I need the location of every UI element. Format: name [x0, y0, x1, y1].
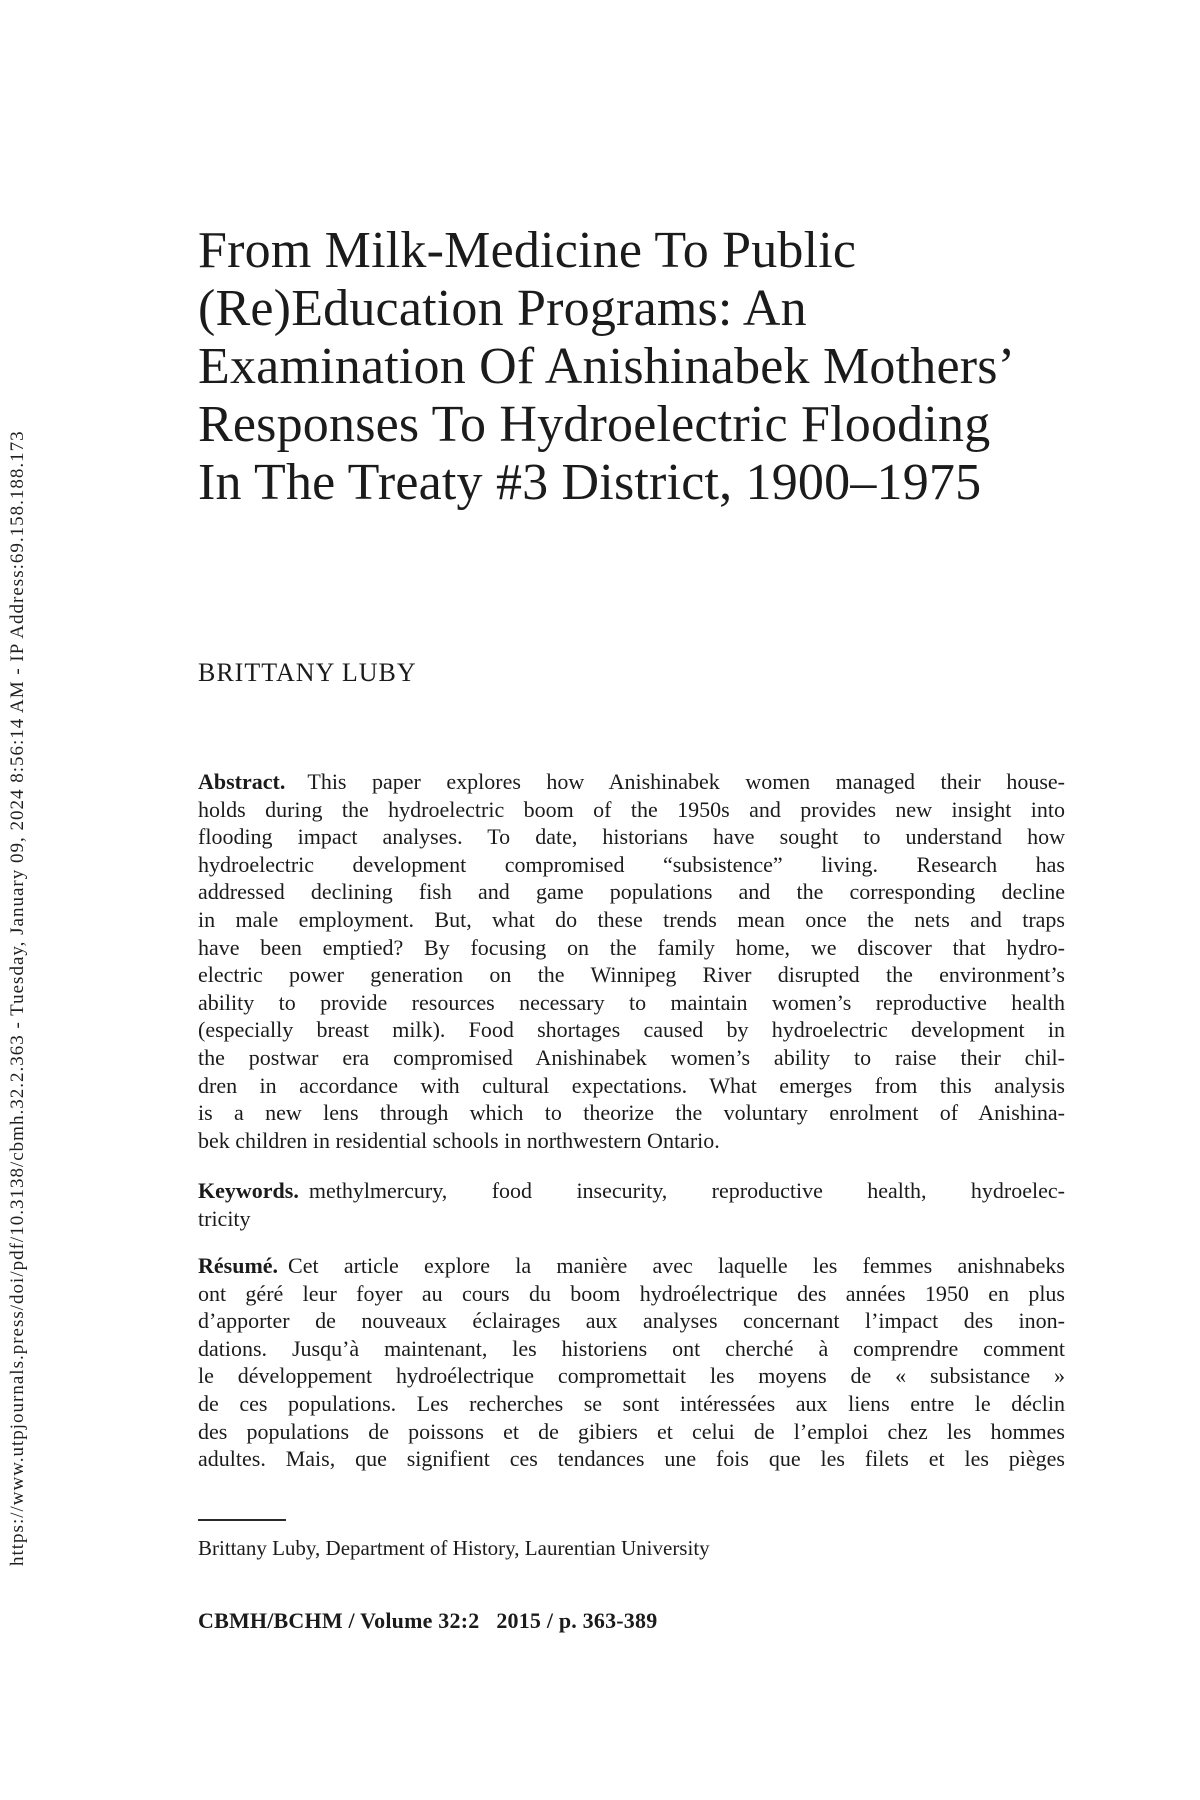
abstract-line: have been emptied? By focusing on the family home, we discover that hydro-	[198, 934, 1065, 960]
resume-line: adultes. Mais, que signifient ces tendances une fois que les filets et les pièges	[198, 1446, 1065, 1472]
abstract-line: dren in accordance with cultural expectations. What emerges from this analysis	[198, 1072, 1065, 1098]
resume-paragraph	[198, 1252, 1065, 1473]
article-title	[198, 222, 1065, 512]
journal-volume-page-line: CBMH/BCHM / Volume 32:2 2015 / p. 363-389	[198, 1608, 658, 1633]
article-title-line: Examination Of Anishinabek Mothers’	[198, 338, 1016, 395]
resume-line: de ces populations. Les recherches se sont intéressées aux liens entre le déclin	[198, 1390, 1065, 1416]
article-title-line: Responses To Hydroelectric Flooding	[198, 396, 991, 453]
article-title-line: (Re)Education Programs: An	[198, 280, 807, 337]
abstract-line: is a new lens through which to theorize the voluntary enrolment of Anishina-	[198, 1100, 1065, 1126]
keywords-line: tricity	[198, 1205, 251, 1231]
abstract-line: the postwar era compromised Anishinabek women’s ability to raise their chil-	[198, 1044, 1065, 1070]
author-affiliation-footnote: Brittany Luby, Department of History, Laurentian University	[198, 1536, 710, 1560]
abstract-line: in male employment. But, what do these trends mean once the nets and traps	[198, 906, 1065, 932]
keywords-label: Keywords.	[198, 1178, 299, 1203]
keywords-line: Keywords. methylmercury, food insecurity, reproductive health, hydroelec-	[198, 1178, 1065, 1203]
article-title-line: From Milk-Medicine To Public	[198, 222, 857, 279]
abstract-line: addressed declining fish and game populations and the corresponding decline	[198, 879, 1065, 905]
resume-line: Résumé. Cet article explore la manière avec laquelle les femmes anishnabeks	[198, 1253, 1065, 1278]
resume-line: ont géré leur foyer au cours du boom hydroélectrique des années 1950 en plus	[198, 1280, 1065, 1306]
resume-line: d’apporter de nouveaux éclairages aux analyses concernant l’impact des inon-	[198, 1308, 1065, 1334]
abstract-paragraph	[198, 768, 1065, 1154]
footnote-divider	[198, 1519, 286, 1521]
article-title-line: In The Treaty #3 District, 1900–1975	[198, 454, 982, 511]
abstract-line: ability to provide resources necessary to maintain women’s reproductive health	[198, 989, 1065, 1015]
abstract-line: (especially breast milk). Food shortages caused by hydroelectric development in	[198, 1017, 1065, 1043]
resume-line: le développement hydroélectrique compromettait les moyens de « subsistance »	[198, 1363, 1065, 1389]
abstract-line: electric power generation on the Winnipeg River disrupted the environment’s	[198, 962, 1065, 988]
resume-line: des populations de poissons et de gibiers et celui de l’emploi chez les hommes	[198, 1418, 1065, 1444]
abstract-line: Abstract. This paper explores how Anishinabek women managed their house-	[198, 769, 1065, 794]
keywords-paragraph	[198, 1177, 1065, 1232]
resume-label: Résumé.	[198, 1253, 279, 1278]
download-watermark-text: https://www.utpjournals.press/doi/pdf/10.3138/cbmh.32.2.363 - Tuesday, January 09, 2024 8:56:14 AM - IP Address:69.158.188.173	[7, 430, 28, 1566]
resume-line: dations. Jusqu’à maintenant, les historiens ont cherché à comprendre comment	[198, 1335, 1065, 1361]
abstract-line: bek children in residential schools in northwestern Ontario.	[198, 1127, 720, 1153]
abstract-label: Abstract.	[198, 769, 286, 794]
abstract-line: flooding impact analyses. To date, historians have sought to understand how	[198, 824, 1065, 850]
author-name: BRITTANY LUBY	[198, 658, 417, 687]
abstract-line: hydroelectric development compromised “subsistence” living. Research has	[198, 851, 1065, 877]
abstract-line: holds during the hydroelectric boom of the 1950s and provides new insight into	[198, 796, 1065, 822]
